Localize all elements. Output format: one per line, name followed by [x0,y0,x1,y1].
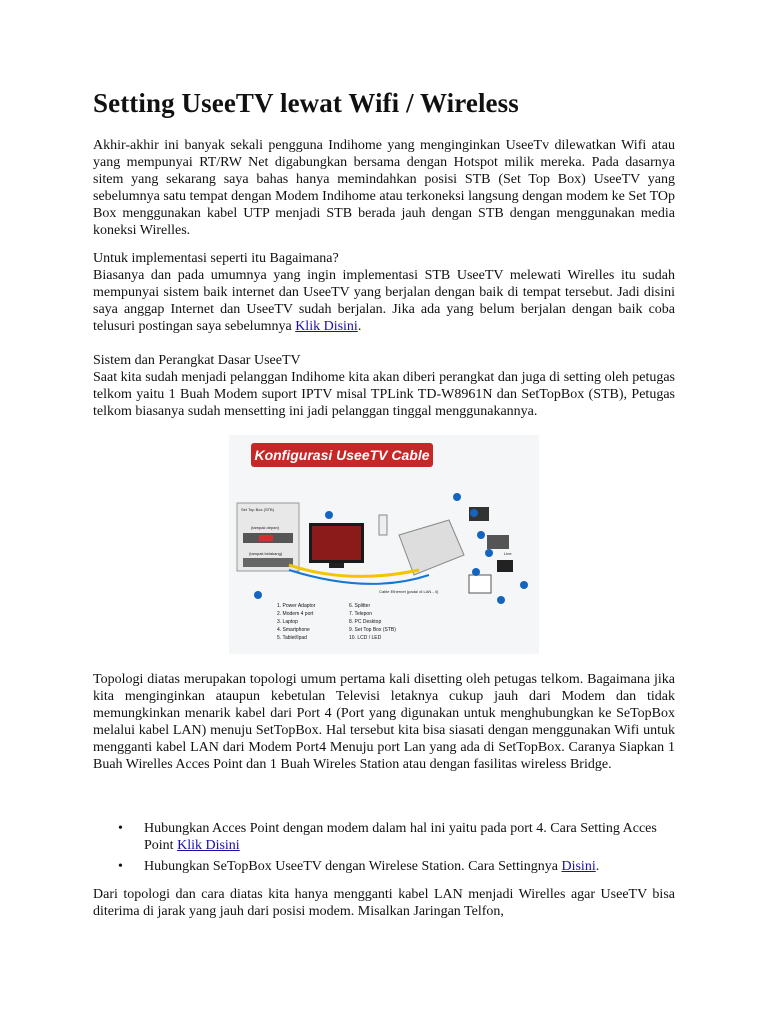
legend-item: 2. Modem 4 port [277,611,314,617]
stb-label: Set Top Box (STB) [241,507,275,512]
legend-item: 5. Tablet/Ipad [277,635,307,641]
front-view-label: (tampak depan) [251,525,280,530]
list-item-text: Hubungkan Acces Point dengan modem dalam hal ini yaitu pada port 4. Cara Setting Acces Point [144,821,657,853]
list-item-end: . [595,859,600,874]
list-item-text: Hubungkan SeTopBox UseeTV dengan Wirelese Station. Cara Settingnya [144,859,562,874]
klik-disini-link[interactable]: Klik Disini [295,319,358,334]
legend-item: 3. Laptop [277,619,298,625]
cable-label: Cable Ethernet (pada/ di LAN - 4) [379,589,439,594]
list-item [93,858,675,875]
implementation-end: . [357,319,362,334]
topology-paragraph: Topologi diatas merupakan topologi umum pertama kali disetting oleh petugas telkom. Bagaimana jika kita menginginkan ataupun kebetulan Televisi letaknya cukup jauh dari Modem dan tidak memungkinkan menarik kabel dari Port 4 (Port yang digunakan untuk menghubungkan ke SeTopBox melalui kabel LAN) menuju SetTopBox. Hal tersebut kita bisa siasati dengan menggunakan Wifi untuk mengganti kabel LAN dari Modem Port4 Menuju port Lan yang ada di SetTopBox. Caranya Siapkan 1 Buah Wirelles Acces Point dan 1 Buah Wireles Station atau dengan fasilitas wireless Bridge. [93,672,675,772]
useetv-configuration-diagram [229,435,539,654]
steps-list [93,820,675,879]
disini-link[interactable]: Disini [561,859,596,874]
page-title: Setting UseeTV lewat Wifi / Wireless [93,88,519,118]
section-heading: Sistem dan Perangkat Dasar UseeTV [93,353,301,368]
list-item [93,820,675,854]
intro-paragraph: Akhir-akhir ini banyak sekali pengguna Indihome yang menginginkan UseeTv dilewatkan Wifi atau yang mempunyai RT/RW Net digabungkan bersama dengan Hotspot milik mereka. Pada dasarnya sitem yang sekarang saya bahas hanya memindahkan posisi STB (Set Top Box) UseeTV yang sebelumnya satu tempat dengan Modem Indihome atau terkoneksi langsung dengan modem ke Set TOp Box menggunakan kabel UTP menjadi STB berada jauh dengan STB dengan menggunakan media koneksi Wirelles. [93,138,675,238]
legend-item: 6. Splitter [349,603,371,609]
legend-item: 8. PC Desktop [349,619,382,625]
line-label: Line [504,551,512,556]
closing-paragraph: Dari topologi dan cara diatas kita hanya mengganti kabel LAN menjadi Wirelles agar UseeTV bisa diterima di jarak yang jauh dari posisi modem. Misalkan Jaringan Telfon, [93,887,675,919]
diagram-banner: Konfigurasi UseeTV Cable [254,447,430,463]
klik-disini-link[interactable]: Klik Disini [177,838,240,853]
legend-item: 9. Set Top Box (STB) [349,627,396,633]
devices-paragraph: Saat kita sudah menjadi pelanggan Indihome kita akan diberi perangkat dan juga di setting oleh petugas telkom yaitu 1 Buah Modem suport IPTV misal TPLink TD-W8961N dan SetTopBox (STB), Petugas telkom biasanya sudah mensetting ini jadi pelanggan tinggal menggunakannya. [93,370,675,419]
legend-item: 10. LCD / LED [349,635,382,641]
legend-item: 4. Smartphone [277,627,310,633]
legend-item: 7. Telepon [349,611,372,617]
back-view-label: (tampak belakang) [249,551,283,556]
legend-item: 1. Power Adaptor [277,603,316,609]
implementation-text: Biasanya dan pada umumnya yang ingin implementasi STB UseeTV melewati Wirelles itu sudah mempunyai sistem baik internet dan UseeTV yang berjalan dengan baik di tempat tersebut. Jadi disini saya anggap Internet dan UseeTV sudah berjalan. Jika ada yang belum berjalan dengan baik coba telusuri postingan saya sebelumnya [93,268,675,334]
implementation-paragraph [93,267,675,335]
question-line: Untuk implementasi seperti itu Bagaimana? [93,251,339,266]
